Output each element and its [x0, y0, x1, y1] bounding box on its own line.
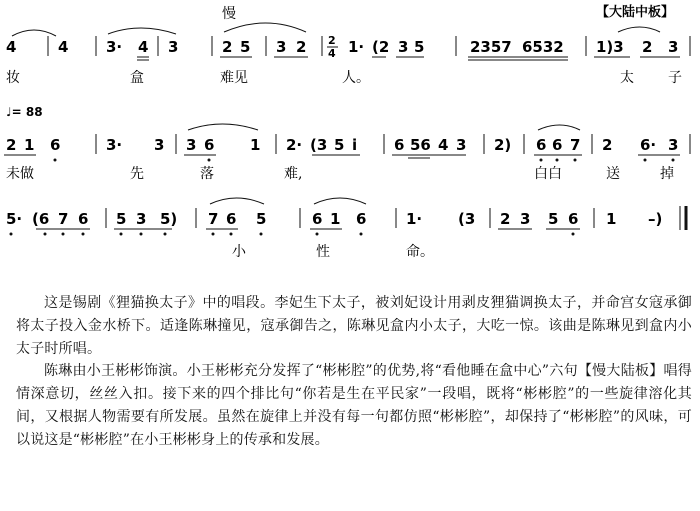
note: 7	[570, 136, 581, 154]
lyric: 盒	[130, 70, 144, 86]
note: 1·	[406, 210, 423, 228]
note: 6	[312, 210, 323, 228]
score-row-2	[4, 124, 690, 162]
note-group: 6532	[522, 38, 564, 56]
lower-dot	[316, 233, 319, 236]
note: 1·	[348, 38, 365, 56]
lower-dot	[44, 233, 47, 236]
note: 3	[136, 210, 147, 228]
note: 1	[24, 136, 35, 154]
slur	[538, 125, 580, 130]
slur	[108, 28, 176, 34]
lower-dot	[82, 233, 85, 236]
note: 5	[256, 210, 267, 228]
lyric: 掉	[660, 166, 674, 182]
note: 4	[6, 38, 17, 56]
lower-dot	[230, 233, 233, 236]
note: 3	[276, 38, 287, 56]
note: 3·	[106, 136, 123, 154]
note: 6·	[640, 136, 657, 154]
lower-dot	[540, 159, 543, 162]
lower-dot	[644, 159, 647, 162]
score-row-3	[6, 198, 686, 236]
note: (2	[372, 38, 390, 56]
note: 7	[208, 210, 219, 228]
note: 6	[568, 210, 579, 228]
note: 3	[456, 136, 467, 154]
time-signature-bottom: 4	[328, 47, 336, 60]
note: 2)	[494, 136, 512, 154]
lyric: 妆	[6, 70, 20, 86]
slur	[314, 198, 366, 204]
lower-dot	[120, 233, 123, 236]
lower-dot	[62, 233, 65, 236]
lower-dot	[360, 233, 363, 236]
note: 2·	[286, 136, 303, 154]
lower-dot	[556, 159, 559, 162]
note: 5)	[160, 210, 178, 228]
commentary-paragraph-1: 这是锡剧《狸猫换太子》中的唱段。李妃生下太子，被刘妃设计用剥皮狸猫调换太子，并命宫女寇承御将太子投入金水桥下。适逢陈琳撞见，寇承御告之，陈琳见盒内小太子，大吃一惊。该曲是陈琳见到盒内小太子时所唱。	[16, 295, 692, 357]
lower-dot	[54, 159, 57, 162]
lyric: 送	[606, 166, 620, 182]
slur	[224, 23, 306, 32]
slur	[210, 198, 264, 204]
metronome-mark: ♩= 88	[6, 105, 43, 119]
note: 5	[414, 38, 425, 56]
lower-dot	[574, 159, 577, 162]
note: 5·	[6, 210, 23, 228]
lower-dot	[672, 159, 675, 162]
lyric: 未做	[6, 166, 34, 182]
score-row-1	[6, 23, 690, 60]
lyric: 先	[130, 166, 144, 182]
lyrics-row-3	[232, 243, 434, 260]
note: 1	[330, 210, 341, 228]
note: 6	[536, 136, 547, 154]
note: (3	[458, 210, 476, 228]
lower-dot	[260, 233, 263, 236]
note: 5	[334, 136, 345, 154]
lower-dot	[212, 233, 215, 236]
slur	[12, 30, 56, 36]
note: 7	[58, 210, 69, 228]
note-group: 56	[410, 136, 431, 154]
lower-dot	[164, 233, 167, 236]
note: 2	[6, 136, 17, 154]
note: 1)3	[596, 38, 624, 56]
lyrics-row-2	[6, 165, 674, 182]
lower-dot	[10, 233, 13, 236]
lyric: 命。	[406, 244, 434, 260]
note: 3·	[106, 38, 123, 56]
note: –)	[648, 210, 663, 228]
note: 2	[296, 38, 307, 56]
note: 4	[58, 38, 69, 56]
lyric: 白白	[534, 166, 562, 182]
banner-label: 【大陆中板】	[596, 5, 675, 20]
note: 2	[602, 136, 613, 154]
lyric: 难见	[220, 70, 248, 86]
lower-dot	[140, 233, 143, 236]
lyric: 子	[668, 70, 682, 86]
lyric: 太	[620, 70, 634, 86]
note: 5	[240, 38, 251, 56]
note: 6	[394, 136, 405, 154]
lyrics-row-1	[6, 69, 682, 86]
note: (6	[32, 210, 50, 228]
note: 3	[398, 38, 409, 56]
tempo-slow-mark: 慢	[222, 6, 236, 22]
note: 3	[154, 136, 165, 154]
note: 4	[438, 136, 449, 154]
note: 2	[222, 38, 233, 56]
slur	[618, 27, 660, 32]
note: 2	[642, 38, 653, 56]
note-group: 2357	[470, 38, 512, 56]
note: 3	[668, 136, 679, 154]
note: 3	[186, 136, 197, 154]
time-signature-top: 2	[328, 34, 336, 47]
note: 3	[168, 38, 179, 56]
note: 3	[668, 38, 679, 56]
note: 6	[552, 136, 563, 154]
note: 1	[250, 136, 261, 154]
lyric: 难,	[284, 166, 303, 182]
lyric: 落	[200, 166, 214, 182]
lower-dot	[208, 159, 211, 162]
note: 6	[78, 210, 89, 228]
lyric: 小	[232, 244, 246, 260]
lower-dot	[572, 233, 575, 236]
note: 6	[50, 136, 61, 154]
note: 6	[356, 210, 367, 228]
note: (3	[310, 136, 328, 154]
note: 1	[606, 210, 617, 228]
lyric: 性	[316, 244, 330, 260]
note: 6	[204, 136, 215, 154]
lyric: 人。	[342, 70, 370, 86]
note: 5	[116, 210, 127, 228]
slur	[188, 124, 258, 130]
note: 5	[548, 210, 559, 228]
note: i	[352, 136, 358, 154]
note: 2	[500, 210, 511, 228]
commentary-paragraph-2: 陈琳由小王彬彬饰演。小王彬彬充分发挥了“彬彬腔”的优势,将“看他睡在盒中心”六句【慢大陆板】唱得情深意切，丝丝入扣。接下来的四个排比句“你若是生在平民家”一段唱，既将“彬彬腔”的一些旋律溶化其间，又根据人物需要有所发展。虽然在旋律上并没有每一句都仿照“彬彬腔”，却保持了“彬彬腔”的风味，可以说这是“彬彬腔”在小王彬彬身上的传承和发展。	[16, 363, 692, 448]
note: 3	[520, 210, 531, 228]
note: 6	[226, 210, 237, 228]
note: 4	[138, 38, 149, 56]
